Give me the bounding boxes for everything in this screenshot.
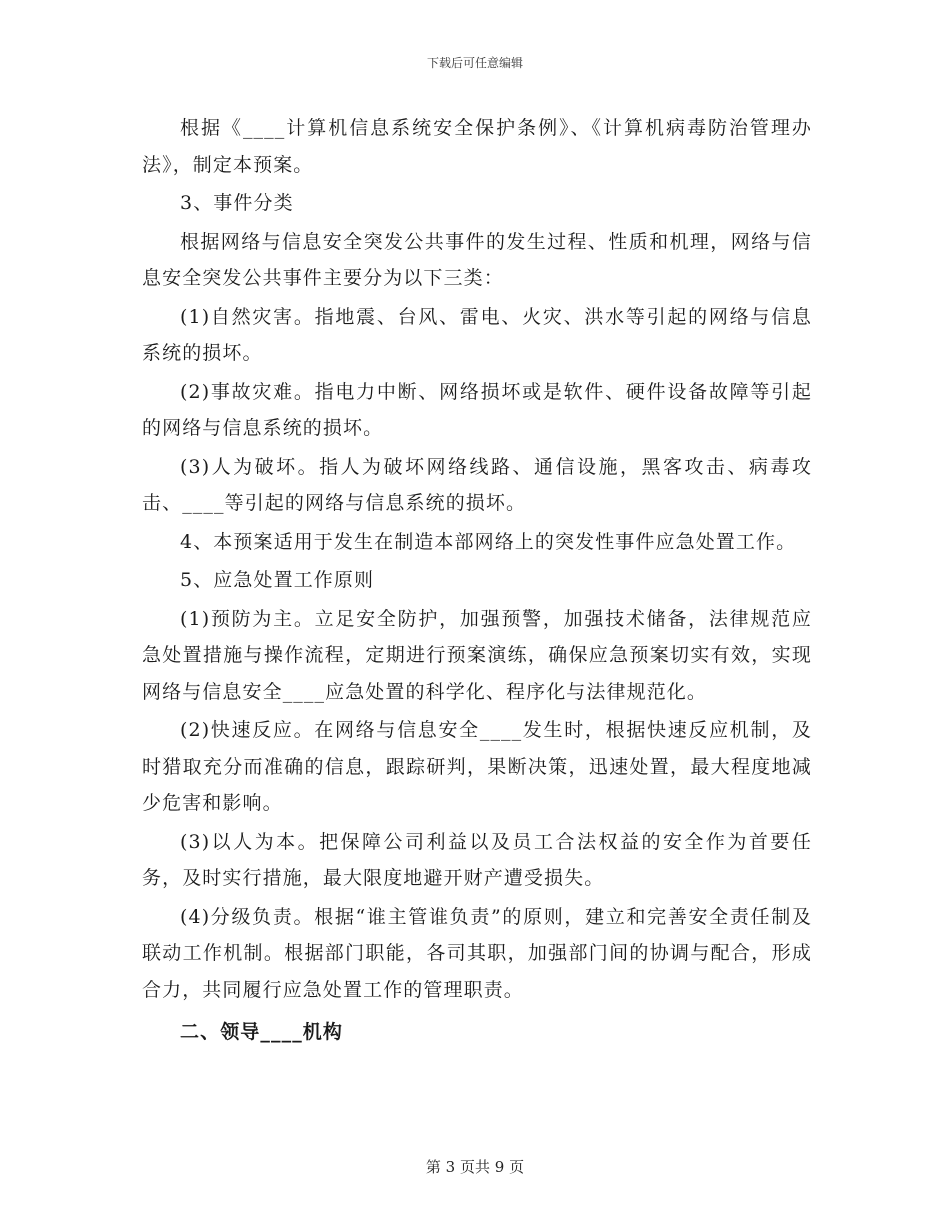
document-body — [142, 110, 812, 1053]
page-header: 下载后可任意编辑 — [426, 56, 523, 70]
paragraph-event-classification: 根据网络与信息安全突发公共事件的发生过程、性质和机理，网络与信息安全突发公共事件主要分为以下三类： — [142, 230, 812, 289]
list-item-prevention: (1)预防为主。立足安全防护，加强预警，加强技术储备，法律规范应急处置措施与操作流程，定期进行预案演练，确保应急预案切实有效，实现网络与信息安全____应急处置的科学化、程序化与法律规范化。 — [142, 607, 812, 703]
list-item-people-first: (3)以人为本。把保障公司利益以及员工合法权益的安全作为首要任务，及时实行措施，最大限度地避开财产遭受损失。 — [142, 830, 812, 889]
section-3-title: 3、事件分类 — [180, 192, 294, 214]
list-item-natural-disaster: (1)自然灾害。指地震、台风、雷电、火灾、洪水等引起的网络与信息系统的损坏。 — [142, 305, 812, 364]
section-5-title: 5、应急处置工作原则 — [180, 569, 375, 591]
list-item-graded-responsibility: (4)分级负责。根据“谁主管谁负责”的原则，建立和完善安全责任制及联动工作机制。根据部门职能，各司其职，加强部门间的协调与配合，形成合力，共同履行应急处置工作的管理职责。 — [142, 905, 812, 1001]
list-item-accident: (2)事故灾难。指电力中断、网络损坏或是软件、硬件设备故障等引起的网络与信息系统的损坏。 — [142, 380, 812, 439]
paragraph-basis: 根据《____计算机信息系统安全保护条例》、《计算机病毒防治管理办法》，制定本预案。 — [142, 117, 812, 176]
list-item-human-damage: (3)人为破坏。指人为破坏网络线路、通信设施，黑客攻击、病毒攻击、____等引起的网络与信息系统的损坏。 — [142, 455, 812, 514]
page-footer: 第 3 页共 9 页 — [425, 1158, 525, 1176]
section-4-scope: 4、本预案适用于发生在制造本部网络上的突发性事件应急处置工作。 — [180, 530, 797, 553]
list-item-quick-response: (2)快速反应。在网络与信息安全____发生时，根据快速反应机制，及时猎取充分而准确的信息，跟踪研判，果断决策，迅速处置，最大程度地减少危害和影响。 — [142, 719, 812, 814]
section-heading-leadership: 二、领导____机构 — [180, 1021, 344, 1043]
